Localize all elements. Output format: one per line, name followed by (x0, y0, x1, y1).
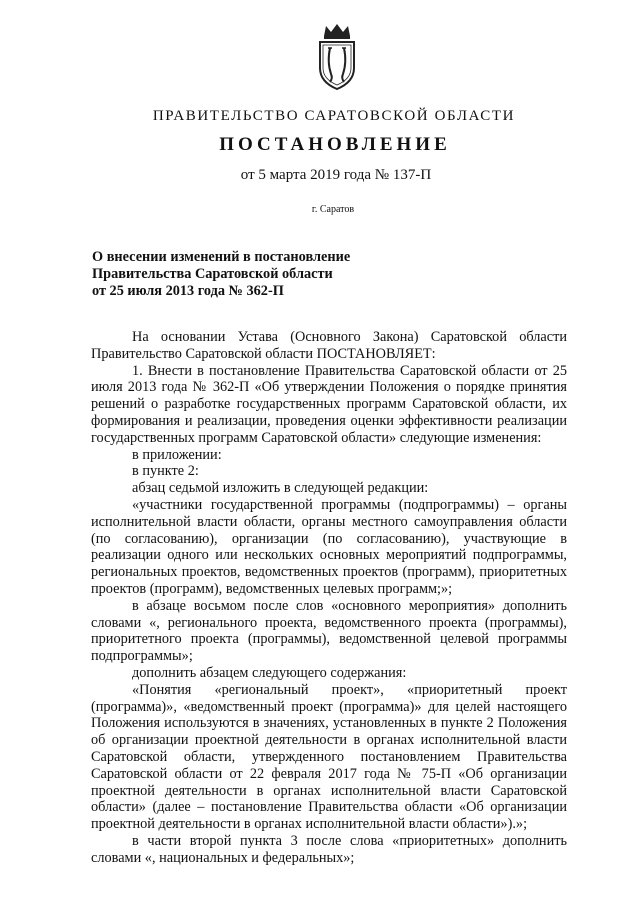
subject-line: О внесении изменений в постановление (92, 249, 351, 265)
document-subject (92, 249, 350, 300)
body-paragraph: в приложении: (132, 446, 222, 463)
document-date-number: от 5 марта 2019 года № 137-П (240, 167, 432, 183)
body-paragraph: абзац седьмой изложить в следующей редакции: (132, 480, 429, 497)
document-type-title: ПОСТАНОВЛЕНИЕ (219, 134, 451, 155)
document-city: г. Саратов (311, 204, 355, 215)
body-paragraph: в абзаце восьмом после слов «основного мероприятия» дополнить словами «, регионального проекта, ведомственного проекта (программы), приоритетного проекта (программы), ведомственной целевой программы подпрограммы»; (91, 597, 567, 665)
document-body (91, 329, 567, 867)
body-paragraph: На основании Устава (Основного Закона) Саратовской области Правительство Саратовской области ПОСТАНОВЛЯЕТ: (91, 329, 567, 362)
subject-line: Правительства Саратовской области (92, 266, 333, 282)
body-paragraph: «Понятия «региональный проект», «приоритетный проект (программа)», «ведомственный проект (программа)» для целей настоящего Положения используются в значениях, установленных в пункте 2 Положения об организации проектной деятельности в органах исполнительной власти Саратовской области, утвержденного постановлением Правительства Саратовской области от 22 февраля 2017 года № 75-П «Об организации проектной деятельности в органах исполнительной власти Саратовской области» (далее – постановление Правительства области «Об организации проектной деятельности в органах исполнительной власти области»).»; (91, 681, 567, 833)
body-paragraph: «участники государственной программы (подпрограммы) – органы исполнительной власти области, органы местного самоуправления области (по согласованию), организации (по согласованию), участвующие в реализации одного или нескольких основных мероприятий подпрограммы, региональных проектов, ведомственных проектов (программ), приоритетных проектов (программ), ведомственных целевых программ;»; (91, 496, 567, 597)
organization-name: ПРАВИТЕЛЬСТВО САРАТОВСКОЙ ОБЛАСТИ (152, 108, 516, 124)
body-paragraph: дополнить абзацем следующего содержания: (132, 664, 407, 681)
body-paragraph: 1. Внести в постановление Правительства Саратовской области от 25 июля 2013 года № 362-П «Об утверждении Положения о порядке принятия решений о разработке государственных программ Саратовской области, их формирования и реализации, проведения оценки эффективности реализации государственных программ Саратовской области» следующие изменения: (91, 362, 567, 446)
body-paragraph: в части второй пункта 3 после слова «приоритетных» дополнить словами «, национальных и федеральных»; (91, 832, 567, 866)
body-paragraph: в пункте 2: (132, 463, 199, 480)
saratov-coat-of-arms-icon (316, 22, 358, 92)
subject-line: от 25 июля 2013 года № 362-П (92, 283, 284, 299)
